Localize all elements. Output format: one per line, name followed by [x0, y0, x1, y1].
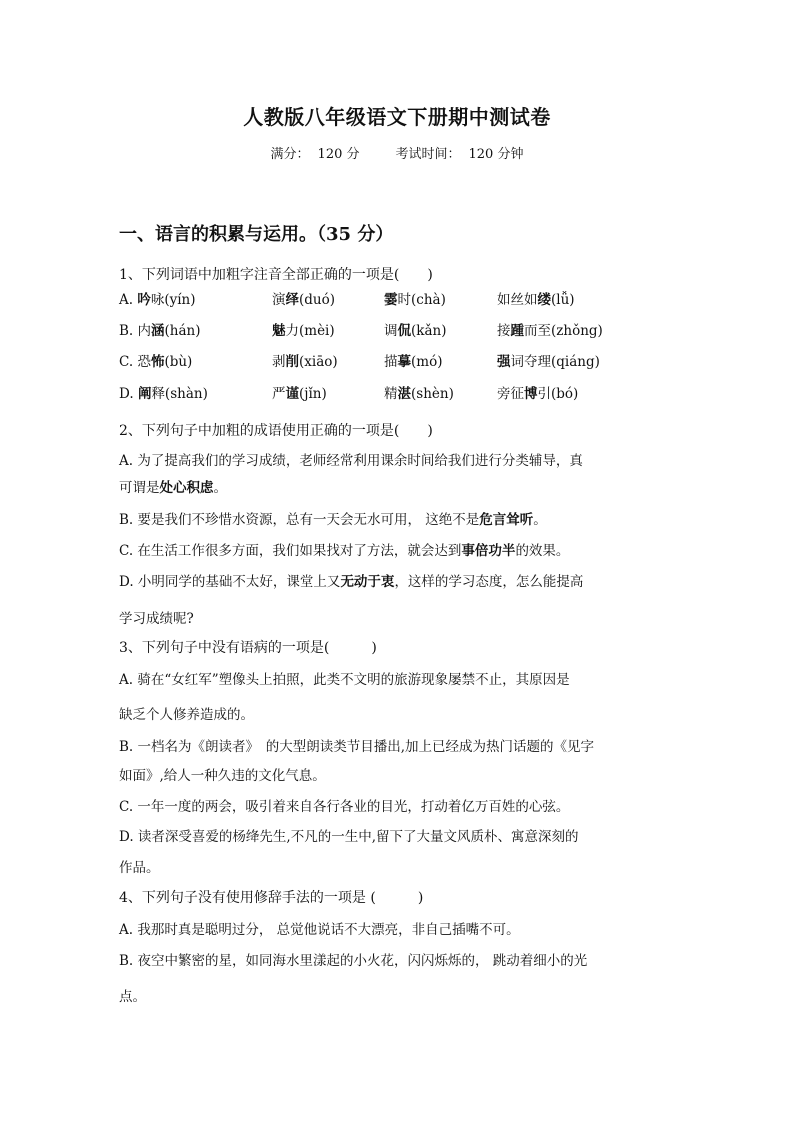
q3-option-d-line1: D. 读者深受喜爱的杨绛先生,不凡的一生中,留下了大量文风质朴、寓意深刻的: [119, 829, 579, 845]
q1-d-item-4: 旁征博引(bó): [497, 386, 579, 402]
q3-option-b-line1: B. 一档名为《朗读者》 的大型朗读类节目播出,加上已经成为热门话题的《见字: [119, 739, 595, 755]
q3-option-d-line2: 作品。: [119, 860, 160, 876]
q1-option-row-a: [119, 288, 679, 308]
q3-option-a-line1: A. 骑在“女红军”塑像头上拍照，此类不文明的旅游现象屡禁不止，其原因是: [119, 672, 570, 688]
q3-option-a-line2: 缺乏个人修养造成的。: [119, 707, 254, 723]
q2-option-b: B. 要是我们不珍惜水资源，总有一天会无水可用， 这绝不是危言耸听。: [119, 512, 547, 528]
q2-option-a-line1: A. 为了提高我们的学习成绩，老师经常利用课余时间给我们进行分类辅导，真: [119, 453, 583, 469]
q4-option-a: A. 我那时真是聪明过分， 总觉他说话不大漂亮，非自己插嘴不可。: [119, 922, 520, 938]
q1-a-item-4: 如丝如缕(lǚ): [497, 292, 575, 308]
q1-option-row-c: [119, 350, 679, 370]
q1-c-item-3: 描摹(mó): [384, 354, 443, 370]
q3-option-b-line2: 如面》,给人一种久违的文化气息。: [119, 768, 326, 784]
q4-option-b-line2: 点。: [119, 989, 146, 1005]
q1-c-item-4: 强词夺理(qiáng): [497, 354, 600, 370]
q1-option-row-d: [119, 382, 679, 402]
q1-option-row-b: [119, 319, 679, 339]
question-4-stem: 4、下列句子没有使用修辞手法的一项是 ( ): [119, 890, 424, 906]
q1-b-item-4: 接踵而至(zhǒng): [497, 323, 603, 339]
section-heading: 一、语言的积累与运用。（35 分）: [119, 224, 394, 245]
question-1-stem: 1、下列词语中加粗字注音全部正确的一项是( ): [119, 267, 433, 283]
q1-b-item-2: 魅力(mèi): [272, 323, 335, 339]
q1-c-item-2: 剥削(xiāo): [272, 354, 338, 370]
time-value: 120 分钟: [468, 147, 524, 162]
q2-option-d-line1: D. 小明同学的基础不太好，课堂上又无动于衷，这样的学习态度，怎么能提高: [119, 574, 584, 590]
q1-b-item-1: B. 内涵(hán): [119, 323, 201, 339]
question-2-stem: 2、下列句子中加粗的成语使用正确的一项是( ): [119, 423, 433, 439]
page-title: 人教版八年级语文下册期中测试卷: [243, 105, 551, 129]
time-label: 考试时间：: [395, 147, 461, 162]
q1-d-item-1: D. 阐释(shàn): [119, 386, 208, 402]
q2-option-c: C. 在生活工作很多方面，我们如果找对了方法，就会达到事倍功半的效果。: [119, 543, 570, 559]
q2-option-a-line2: 可谓是处心积虑。: [119, 480, 227, 496]
q1-a-item-3: 霎时(chà): [384, 292, 446, 308]
exam-meta: [0, 143, 794, 162]
q1-d-item-3: 精湛(shèn): [384, 386, 454, 402]
q1-d-item-2: 严谨(jǐn): [272, 386, 327, 402]
question-3-stem: 3、下列句子中没有语病的一项是( ): [119, 640, 377, 656]
q1-a-item-2: 演绎(duó): [272, 292, 335, 308]
q2-option-d-line2: 学习成绩呢?: [119, 611, 194, 627]
q1-b-item-3: 调侃(kǎn): [384, 323, 447, 339]
score-label: 满分：: [270, 147, 310, 162]
q3-option-c: C. 一年一度的两会，吸引着来自各行各业的目光，打动着亿万百姓的心弦。: [119, 799, 570, 815]
q4-option-b-line1: B. 夜空中繁密的星，如同海水里漾起的小火花，闪闪烁烁的， 跳动着细小的光: [119, 953, 588, 969]
q1-c-item-1: C. 恐怖(bù): [119, 354, 193, 370]
score-value: 120 分: [317, 147, 360, 162]
q1-a-item-1: A. 吟咏(yín): [119, 292, 196, 308]
